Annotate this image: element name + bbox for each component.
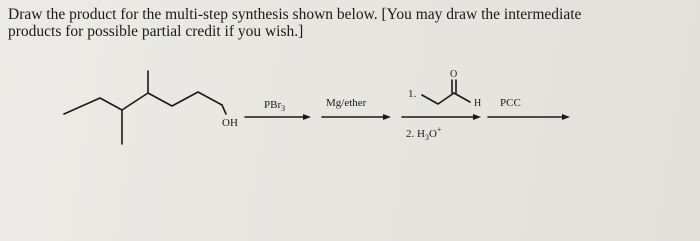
start-material-skeleton (64, 92, 222, 114)
arrow-4-head (562, 114, 570, 120)
aldehyde-skeleton (422, 93, 470, 104)
arrow-1-head (303, 114, 311, 120)
reagent-pcc: PCC (500, 97, 521, 109)
reagent-pbr3: PBr$_3$ (264, 99, 286, 113)
start-material-oh-bond (222, 105, 226, 114)
aldehyde-o-label: O (450, 69, 458, 80)
arrow-2-head (383, 114, 391, 120)
question-line-1: Draw the product for the multi-step synthesis shown below. [You may draw the intermediate (8, 6, 582, 23)
step3-h3o-plus: 2. $H_3O^+$ (406, 125, 442, 142)
oh-label: OH (222, 117, 238, 129)
reagent-mg-ether: Mg/ether (326, 97, 367, 109)
question-line-2: products for possible partial credit if you wish.] (8, 23, 304, 40)
aldehyde-h-label: H (474, 98, 482, 109)
step3-number-1: 1. (408, 88, 417, 100)
arrow-3-head (473, 114, 481, 120)
